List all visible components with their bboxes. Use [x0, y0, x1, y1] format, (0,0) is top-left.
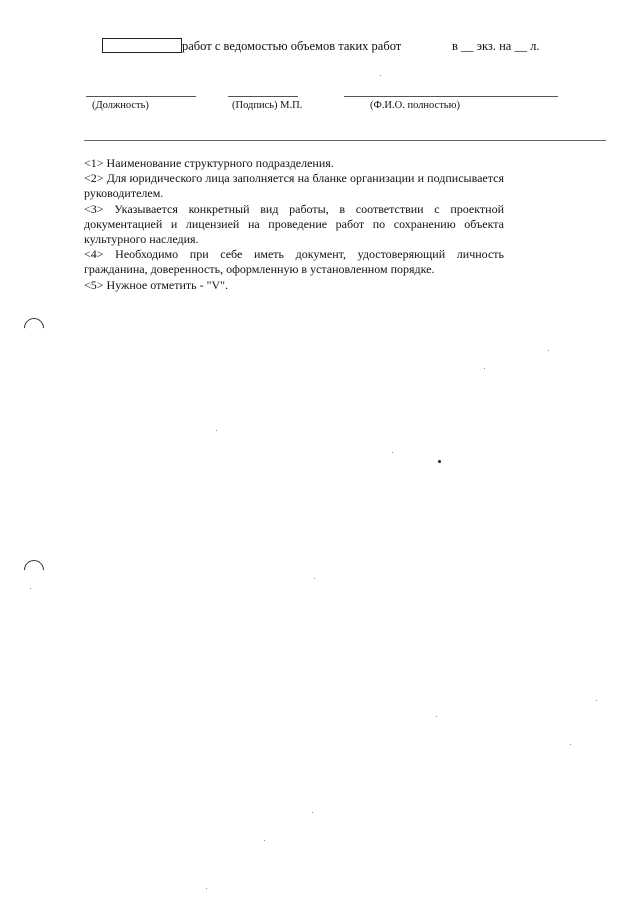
- scan-speck: [206, 888, 207, 889]
- fio-label: (Ф.И.О. полностью): [370, 100, 460, 111]
- punch-hole-arc: [20, 314, 48, 342]
- footnote-1: <1> Наименование структурного подразделения.: [84, 156, 334, 170]
- footnote-separator: [84, 140, 606, 141]
- work-type-checkbox[interactable]: [102, 38, 182, 53]
- scan-speck: [30, 588, 31, 589]
- scan-speck: [570, 744, 571, 745]
- position-label: (Должность): [92, 100, 149, 111]
- footnotes: [84, 156, 504, 293]
- copies-pages-text: в __ экз. на __ л.: [452, 39, 540, 53]
- fio-line: [344, 96, 558, 97]
- signature-label: (Подпись) М.П.: [232, 100, 303, 111]
- scan-speck: [548, 350, 549, 351]
- footnote-4: <4> Необходимо при себе иметь документ, удостоверяющий личность гражданина, доверенность, оформленную в установленном порядке.: [84, 247, 504, 277]
- header-text: работ с ведомостью объемов таких работ: [182, 39, 402, 53]
- scan-speck: [380, 75, 381, 76]
- scan-speck: [596, 700, 597, 701]
- scan-speck: [392, 452, 393, 453]
- position-line: [86, 96, 196, 97]
- signature-line: [228, 96, 298, 97]
- scan-speck: [484, 368, 485, 369]
- scan-speck: [312, 812, 313, 813]
- footnote-3: <3> Указывается конкретный вид работы, в соответствии с проектной документацией и лицензией на проведение работ по сохранению объекта культурного наследия.: [84, 201, 504, 247]
- footnote-2: <2> Для юридического лица заполняется на бланке организации и подписывается руководителем.: [84, 171, 504, 201]
- scan-speck: [216, 430, 217, 431]
- scan-dot: [438, 460, 441, 463]
- header-row: [102, 38, 562, 56]
- scan-speck: [436, 716, 437, 717]
- footnote-5: <5> Нужное отметить - "V".: [84, 277, 229, 292]
- scan-speck: [314, 578, 315, 579]
- punch-hole-arc: [20, 556, 48, 584]
- scan-speck: [264, 840, 265, 841]
